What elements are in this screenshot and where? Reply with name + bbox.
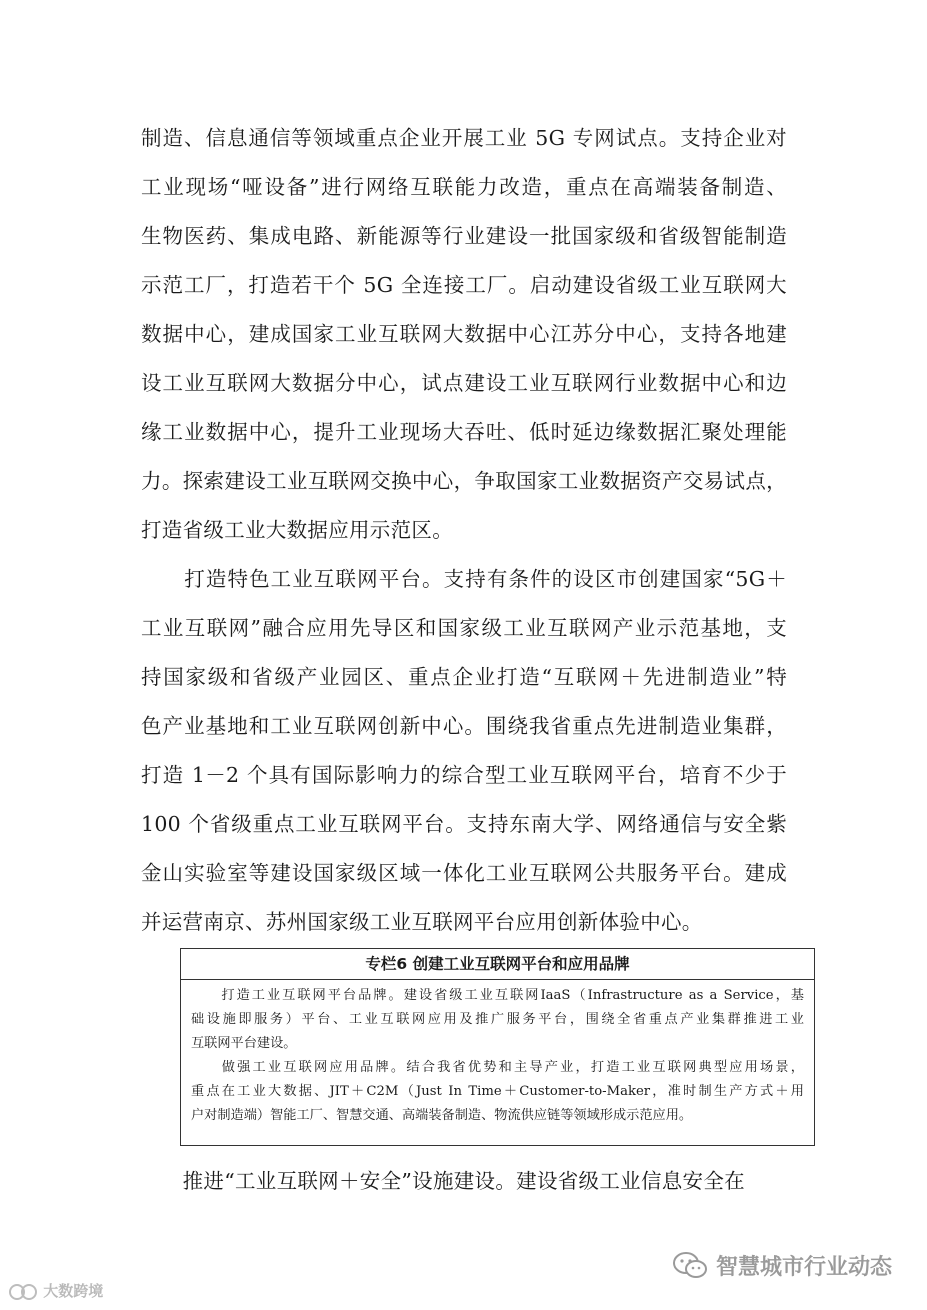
paragraph-1: [141, 114, 787, 555]
box-title: 专栏6 创建工业互联网平台和应用品牌: [181, 949, 814, 980]
text-line: 100 个省级重点工业互联网平台。支持东南大学、网络通信与安全紫: [141, 812, 787, 836]
paragraph-2: [141, 555, 787, 947]
text-line: 缘工业数据中心，提升工业现场大吞吐、低时延边缘数据汇聚处理能: [141, 420, 787, 444]
text-line: 数据中心，建成国家工业互联网大数据中心江苏分中心，支持各地建: [141, 322, 787, 346]
wechat-icon: [672, 1251, 708, 1281]
text-line: 设工业互联网大数据分中心，试点建设工业互联网行业数据中心和边: [141, 371, 787, 395]
box-line: 打造工业互联网平台品牌。建设省级工业互联网IaaS（Infrastructure as a Service，基: [191, 988, 804, 1003]
text-line: 色产业基地和工业互联网创新中心。围绕我省重点先进制造业集群，: [141, 714, 787, 738]
text-line: 金山实验室等建设国家级区域一体化工业互联网公共服务平台。建成: [141, 861, 787, 885]
watermark-left-text: 大数跨境: [43, 1282, 104, 1300]
box-line: 础设施即服务）平台、工业互联网应用及推广服务平台，围绕全省重点产业集群推进工业: [191, 1012, 804, 1027]
box-line: 做强工业互联网应用品牌。结合我省优势和主导产业，打造工业互联网典型应用场景，: [191, 1060, 804, 1075]
text-line: 工业现场“哑设备”进行网络互联能力改造，重点在高端装备制造、: [141, 175, 787, 199]
text-line: 生物医药、集成电路、新能源等行业建设一批国家级和省级智能制造: [141, 224, 787, 248]
text-line: 示范工厂，打造若干个 5G 全连接工厂。启动建设省级工业互联网大: [141, 273, 787, 297]
box-body: [181, 980, 814, 1128]
text-line: 并运营南京、苏州国家级工业互联网平台应用创新体验中心。: [141, 910, 703, 934]
text-line: 工业互联网”融合应用先导区和国家级工业互联网产业示范基地，支: [141, 616, 787, 640]
text-line: 打造省级工业大数据应用示范区。: [141, 518, 453, 542]
watermark-right: [672, 1250, 892, 1281]
text-line: 打造特色工业互联网平台。支持有条件的设区市创建国家“5G＋: [141, 567, 787, 591]
text-line: 持国家级和省级产业园区、重点企业打造“互联网＋先进制造业”特: [141, 665, 787, 689]
paragraph-3: [141, 1157, 787, 1206]
text-line: 制造、信息通信等领域重点企业开展工业 5G 专网试点。支持企业对: [141, 126, 787, 150]
sidebar-box: [180, 948, 815, 1146]
brand-logo-icon: [8, 1283, 38, 1301]
watermark-left: [8, 1280, 103, 1301]
box-line: 重点在工业大数据、JIT＋C2M（Just In Time＋Customer-to-Maker，准时制生产方式＋用: [191, 1084, 804, 1099]
watermark-right-text: 智慧城市行业动态: [716, 1255, 893, 1280]
text-line: 打造 1－2 个具有国际影响力的综合型工业互联网平台，培育不少于: [141, 763, 787, 787]
text-line: 力。探索建设工业互联网交换中心，争取国家工业数据资产交易试点，: [141, 469, 787, 493]
box-line: 互联网平台建设。: [191, 1036, 297, 1051]
box-line: 户对制造端）智能工厂、智慧交通、高端装备制造、物流供应链等领域形成示范应用。: [191, 1108, 693, 1123]
text-line: 推进“工业互联网＋安全”设施建设。建设省级工业信息安全在: [141, 1169, 745, 1193]
